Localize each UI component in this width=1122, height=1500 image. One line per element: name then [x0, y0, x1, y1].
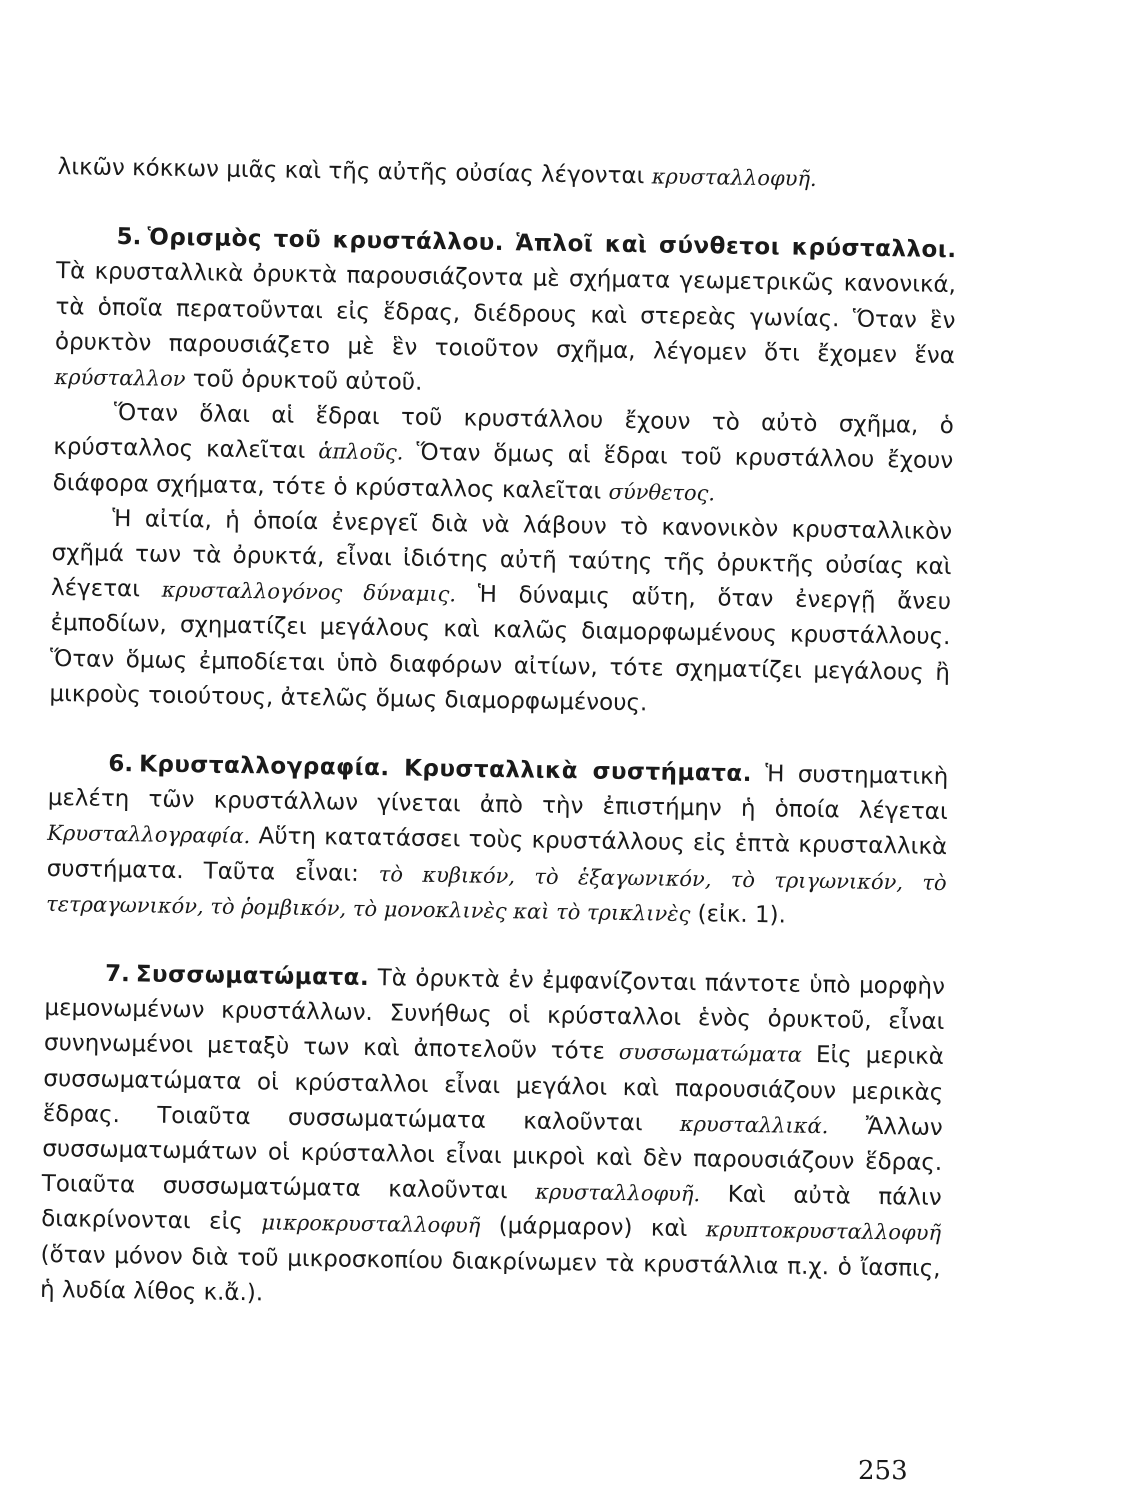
section-7-paragraph: 7. Συσσωματώματα. Τὰ ὀρυκτὰ ἐν ἐμφανίζονται πάντοτε ὑπὸ μορφὴν μεμονωμένων κρυστάλλων. Συνήθως οἱ κρύσταλλοι ἑνὸς ὀρυκτοῦ, εἶναι συνηνωμένοι μεταξὺ των καὶ ἀποτελοῦν τότε συσσωματώματα Εἰς μερικὰ συσσωματώματα οἱ κρύσταλλοι εἶναι μεγάλοι καὶ παρουσιάζουν μερικὰς ἕδρας. Τοιαῦτα συσσωματώματα καλοῦνται κρυσταλλικά. Ἄλλων συσσωματωμάτων οἱ κρύσταλλοι εἶναι μικροὶ καὶ δὲν παρουσιάζουν ἕδρας. Τοιαῦτα συσσωματώματα καλοῦνται κρυσταλλοφυῆ. Καὶ αὐτὰ πάλιν διακρίνονται εἰς μικροκρυσταλλοφυῆ (μάρμαρον) καὶ κρυπτοκρυσταλλοφυῆ (ὅταν μόνον διὰ τοῦ μικροσκοπίου διακρίνωμεν τὰ κρυστάλλια π.χ. ὁ ἴασπις, ἡ λυδία λίθος κ.ἄ.). [39, 960, 946, 1307]
section-6 [46, 746, 949, 936]
term-mikrokrystallofyi: μικροκρυσταλλοφυῆ [261, 1210, 481, 1239]
section-5-paragraph-3: Ἡ αἰτία, ἡ ὁποία ἐνεργεῖ διὰ νὰ λάβουν τὸ κανονικὸν κρυσταλλικὸν σχῆμά των τὰ ὀρυκτά, εἶναι ἰδιότης αὐτῆ ταύτης τῆς ὀρυκτῆς οὐσίας καὶ λέγεται κρυσταλλογόνος δύναμις. Ἡ δύναμις αὕτη, ὅταν ἐνεργῇ ἄνευ ἐμποδίων, σχηματίζει μεγάλους καὶ καλῶς διαμορφωμένους κρυστάλλους. Ὅταν ὅμως ἐμποδίεται ὑπὸ διαφόρων αἰτίων, τότε σχηματίζει μεγάλους ἢ μικροὺς τοιούτους, ἀτελῶς ὅμως διαμορφωμένους. [49, 505, 953, 717]
section-5-paragraph-1: 5. Ὁρισμὸς τοῦ κρυστάλλου. Ἁπλοῖ καὶ σύνθετοι κρύσταλλοι. Τὰ κρυσταλλικὰ ὀρυκτὰ παρουσιάζοντα μὲ σχήματα γεωμετρικῶς κανονικά, τὰ ὁποῖα περατοῦνται εἰς ἕδρας, διέδρους καὶ στερεὰς γωνίας. Ὅταν ἓν ὀρυκτὸν παρουσιάζετο μὲ ἓν τοιοῦτον σχῆμα, λέγομεν ὅτι ἔχομεν ἕνα κρύσταλλον τοῦ ὀρυκτοῦ αὐτοῦ. [54, 224, 957, 396]
term-krystallika: κρυσταλλικά. [679, 1111, 829, 1139]
section-5-heading: Ὁρισμὸς τοῦ κρυστάλλου. Ἁπλοῖ καὶ σύνθετοι κρύσταλλοι. [147, 224, 957, 264]
term-crystal-systems: τὸ κυβικόν, τὸ ἑξαγωνικόν, τὸ τριγωνικόν, τὸ τετραγωνικόν, τὸ ῥομβικόν, τὸ μονοκλινὲς καὶ τὸ τρικλινὲς [45, 861, 947, 926]
section-7-number: 7. [104, 960, 131, 988]
intro-text: λικῶν κόκκων μιᾶς καὶ τῆς αὐτῆς οὐσίας λέγονται [57, 153, 652, 190]
section-5 [49, 219, 957, 726]
section-6-paragraph: 6. Κρυσταλλογραφία. Κρυσταλλικὰ συστήματα. Ἡ συστηματικὴ μελέτη τῶν κρυστάλλων γίνεται ἀπὸ τὴν ἐπιστήμην ἡ ὁποία λέγεται Κρυσταλλογραφία. Αὕτη κατατάσσει τοὺς κρυστάλλους εἰς ἑπτὰ κρυσταλλικὰ συστήματα. Ταῦτα εἶναι: τὸ κυβικόν, τὸ ἑξαγωνικόν, τὸ τριγωνικόν, τὸ τετραγωνικόν, τὸ ῥομβικόν, τὸ μονοκλινὲς καὶ τὸ τρικλινὲς (εἰκ. 1). [45, 750, 949, 929]
intro-term: κρυσταλλοφυῆ. [651, 164, 817, 191]
term-syssomatomata: συσσωματώματα [618, 1040, 803, 1068]
term-krystallografia: Κρυσταλλογραφία. [47, 821, 251, 849]
page-text [40, 150, 958, 1322]
section-5-number: 5. [116, 224, 142, 251]
intro-paragraph [57, 150, 957, 199]
section-5-paragraph-2: Ὅταν ὅλαι αἱ ἕδραι τοῦ κρυστάλλου ἔχουν τὸ αὐτὸ σχῆμα, ὁ κρύσταλλος καλεῖται ἁπλοῦς. Ὅταν ὅμως αἱ ἕδραι τοῦ κρυστάλλου ἔχουν διάφορα σχήματα, τότε ὁ κρύσταλλος καλεῖται σύνθετος. [52, 400, 954, 505]
term-krystallofyi: κρυσταλλοφυῆ. [534, 1179, 701, 1207]
page-number: 253 [858, 1456, 908, 1486]
term-krystallogonos: κρυσταλλογόνος δύναμις. [161, 577, 457, 607]
section-7 [40, 956, 945, 1322]
section-6-heading: Κρυσταλλογραφία. Κρυσταλλικὰ συστήματα. [138, 751, 753, 788]
term-synthetos: σύνθετος. [608, 479, 716, 505]
section-7-heading: Συσσωματώματα. [135, 961, 370, 992]
term-aplous: ἁπλοῦς. [318, 439, 404, 465]
term-kryptokrystallofyi: κρυπτοκρυσταλλοφυῆ [705, 1217, 942, 1246]
term-krystallon: κρύσταλλον [54, 364, 186, 392]
section-6-number: 6. [108, 750, 134, 778]
